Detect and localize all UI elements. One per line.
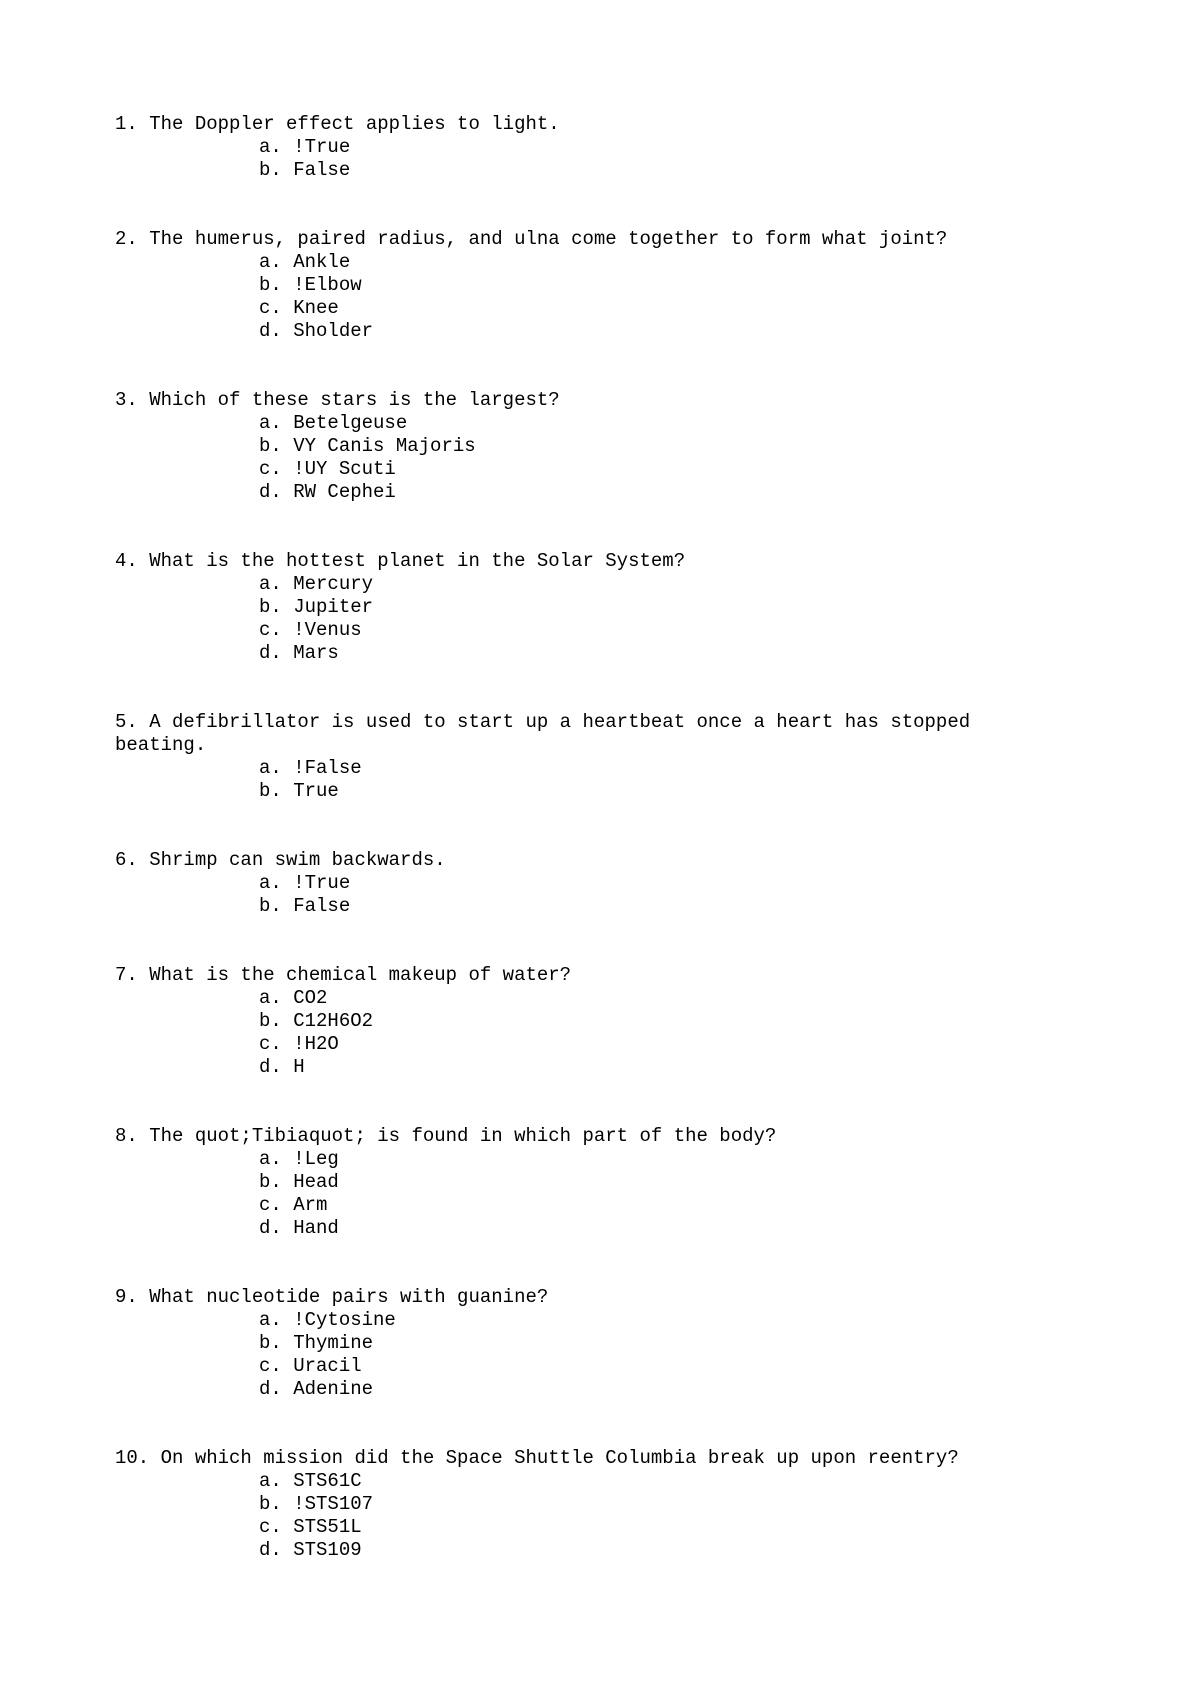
answer-option bbox=[259, 1010, 1115, 1033]
option-letter: d. bbox=[259, 642, 294, 664]
option-text: STS61C bbox=[293, 1470, 362, 1492]
answer-option bbox=[259, 1309, 1115, 1332]
answer-option bbox=[259, 136, 1115, 159]
answer-option bbox=[259, 987, 1115, 1010]
answer-option bbox=[259, 1194, 1115, 1217]
option-letter: a. bbox=[259, 136, 294, 158]
option-text: Betelgeuse bbox=[293, 412, 408, 434]
question-text: 4. What is the hottest planet in the Solar System? bbox=[115, 550, 686, 572]
question-text: 10. On which mission did the Space Shuttle Columbia break up upon reentry? bbox=[115, 1447, 959, 1469]
option-letter: d. bbox=[259, 320, 294, 342]
answer-option bbox=[259, 1378, 1115, 1401]
option-letter: a. bbox=[259, 872, 294, 894]
option-letter: d. bbox=[259, 1056, 294, 1078]
option-letter: b. bbox=[259, 596, 294, 618]
answer-option bbox=[259, 872, 1115, 895]
answer-options bbox=[115, 1470, 1115, 1562]
option-text: !UY Scuti bbox=[293, 458, 396, 480]
option-text: Mercury bbox=[293, 573, 374, 595]
answer-option bbox=[259, 596, 1115, 619]
question-text: 9. What nucleotide pairs with guanine? bbox=[115, 1286, 549, 1308]
option-text: !H2O bbox=[293, 1033, 339, 1055]
option-letter: c. bbox=[259, 1194, 294, 1216]
option-text: !Elbow bbox=[293, 274, 362, 296]
option-letter: c. bbox=[259, 1033, 294, 1055]
option-letter: a. bbox=[259, 1148, 294, 1170]
option-letter: c. bbox=[259, 1516, 294, 1538]
option-text: H bbox=[293, 1056, 305, 1078]
option-letter: a. bbox=[259, 412, 294, 434]
question-text: 2. The humerus, paired radius, and ulna come together to form what joint? bbox=[115, 228, 948, 250]
answer-option bbox=[259, 251, 1115, 274]
answer-option bbox=[259, 1056, 1115, 1079]
option-letter: a. bbox=[259, 573, 294, 595]
question-block bbox=[115, 228, 1115, 343]
answer-option bbox=[259, 1493, 1115, 1516]
option-text: STS51L bbox=[293, 1516, 362, 1538]
option-letter: b. bbox=[259, 435, 294, 457]
option-text: !Leg bbox=[293, 1148, 339, 1170]
answer-option bbox=[259, 481, 1115, 504]
question-text: 1. The Doppler effect applies to light. bbox=[115, 113, 560, 135]
option-letter: b. bbox=[259, 1171, 294, 1193]
option-letter: b. bbox=[259, 895, 294, 917]
option-letter: d. bbox=[259, 1378, 294, 1400]
option-text: False bbox=[293, 159, 351, 181]
option-text: !Venus bbox=[293, 619, 362, 641]
answer-options bbox=[115, 1309, 1115, 1401]
option-text: Hand bbox=[293, 1217, 339, 1239]
answer-option bbox=[259, 159, 1115, 182]
question-block bbox=[115, 1125, 1115, 1240]
option-text: True bbox=[293, 780, 339, 802]
answer-option bbox=[259, 1332, 1115, 1355]
answer-option bbox=[259, 1217, 1115, 1240]
option-text: VY Canis Majoris bbox=[293, 435, 476, 457]
question-block bbox=[115, 1286, 1115, 1401]
question-text: 8. The quot;Tibiaquot; is found in which part of the body? bbox=[115, 1125, 777, 1147]
answer-options bbox=[115, 136, 1115, 182]
option-letter: d. bbox=[259, 481, 294, 503]
answer-options bbox=[115, 573, 1115, 665]
option-text: Uracil bbox=[293, 1355, 362, 1377]
option-letter: b. bbox=[259, 1493, 294, 1515]
answer-option bbox=[259, 1171, 1115, 1194]
quiz-document bbox=[115, 113, 1115, 1608]
question-text: 6. Shrimp can swim backwards. bbox=[115, 849, 446, 871]
question-block bbox=[115, 550, 1115, 665]
option-text: !STS107 bbox=[293, 1493, 374, 1515]
option-text: Head bbox=[293, 1171, 339, 1193]
option-text: CO2 bbox=[293, 987, 328, 1009]
option-text: !True bbox=[293, 872, 351, 894]
option-letter: a. bbox=[259, 757, 294, 779]
answer-option bbox=[259, 573, 1115, 596]
question-block bbox=[115, 849, 1115, 918]
answer-option bbox=[259, 619, 1115, 642]
question-block bbox=[115, 1447, 1115, 1562]
option-letter: b. bbox=[259, 159, 294, 181]
answer-option bbox=[259, 412, 1115, 435]
option-letter: b. bbox=[259, 1332, 294, 1354]
option-letter: c. bbox=[259, 458, 294, 480]
option-text: !False bbox=[293, 757, 362, 779]
answer-option bbox=[259, 320, 1115, 343]
answer-option bbox=[259, 274, 1115, 297]
option-text: STS109 bbox=[293, 1539, 362, 1561]
answer-option bbox=[259, 1148, 1115, 1171]
answer-options bbox=[115, 412, 1115, 504]
question-block bbox=[115, 711, 1115, 803]
option-letter: a. bbox=[259, 987, 294, 1009]
option-text: False bbox=[293, 895, 351, 917]
answer-options bbox=[115, 872, 1115, 918]
answer-option bbox=[259, 1516, 1115, 1539]
question-text: 5. A defibrillator is used to start up a heartbeat once a heart has stopped beating. bbox=[115, 711, 982, 756]
option-text: !True bbox=[293, 136, 351, 158]
answer-option bbox=[259, 780, 1115, 803]
option-text: Thymine bbox=[293, 1332, 374, 1354]
answer-option bbox=[259, 458, 1115, 481]
option-text: C12H6O2 bbox=[293, 1010, 374, 1032]
option-letter: d. bbox=[259, 1539, 294, 1561]
option-letter: a. bbox=[259, 1470, 294, 1492]
option-letter: c. bbox=[259, 297, 294, 319]
answer-option bbox=[259, 297, 1115, 320]
question-text: 7. What is the chemical makeup of water? bbox=[115, 964, 572, 986]
answer-option bbox=[259, 895, 1115, 918]
question-text: 3. Which of these stars is the largest? bbox=[115, 389, 560, 411]
option-text: !Cytosine bbox=[293, 1309, 396, 1331]
answer-option bbox=[259, 435, 1115, 458]
option-letter: d. bbox=[259, 1217, 294, 1239]
question-block bbox=[115, 113, 1115, 182]
answer-option bbox=[259, 1539, 1115, 1562]
option-text: Ankle bbox=[293, 251, 351, 273]
answer-option bbox=[259, 757, 1115, 780]
answer-option bbox=[259, 1470, 1115, 1493]
option-letter: c. bbox=[259, 619, 294, 641]
answer-options bbox=[115, 1148, 1115, 1240]
option-letter: c. bbox=[259, 1355, 294, 1377]
option-text: Mars bbox=[293, 642, 339, 664]
answer-options bbox=[115, 757, 1115, 803]
answer-options bbox=[115, 987, 1115, 1079]
answer-options bbox=[115, 251, 1115, 343]
option-letter: a. bbox=[259, 1309, 294, 1331]
option-letter: a. bbox=[259, 251, 294, 273]
answer-option bbox=[259, 1033, 1115, 1056]
option-text: Knee bbox=[293, 297, 339, 319]
option-letter: b. bbox=[259, 1010, 294, 1032]
answer-option bbox=[259, 642, 1115, 665]
option-text: RW Cephei bbox=[293, 481, 396, 503]
option-text: Adenine bbox=[293, 1378, 374, 1400]
option-text: Arm bbox=[293, 1194, 328, 1216]
question-block bbox=[115, 964, 1115, 1079]
option-letter: b. bbox=[259, 274, 294, 296]
answer-option bbox=[259, 1355, 1115, 1378]
option-text: Jupiter bbox=[293, 596, 374, 618]
option-text: Sholder bbox=[293, 320, 374, 342]
option-letter: b. bbox=[259, 780, 294, 802]
question-block bbox=[115, 389, 1115, 504]
